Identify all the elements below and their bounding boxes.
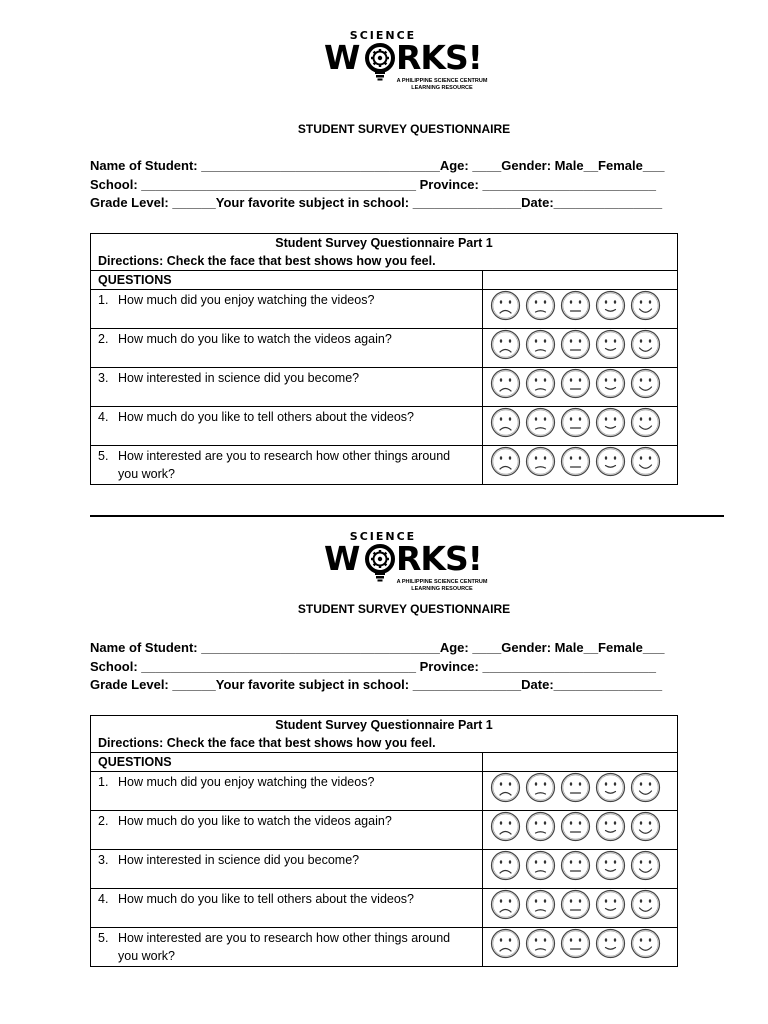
question-text: How much do you like to tell others about the videos? xyxy=(118,410,415,424)
logo-top-text: SCIENCE xyxy=(349,530,417,543)
question-number: 4. xyxy=(98,410,109,424)
face-rating-scale xyxy=(490,850,670,881)
happy-face-icon[interactable] xyxy=(595,928,626,959)
question-number: 2. xyxy=(98,814,109,828)
survey-directions: Directions: Check the face that best shows how you feel. xyxy=(98,736,436,750)
very-sad-face-icon[interactable] xyxy=(490,811,521,842)
face-rating-scale xyxy=(490,889,670,920)
logo-subtitle-line2: LEARNING RESOURCE xyxy=(411,85,473,91)
cut-line-divider xyxy=(90,515,724,517)
question-text: How interested are you to research how other things around you work? xyxy=(118,449,451,481)
very-happy-face-icon[interactable] xyxy=(630,772,661,803)
student-info-line-2[interactable]: School: ______________________________________ Province: ________________________ xyxy=(90,658,657,674)
happy-face-icon[interactable] xyxy=(595,850,626,881)
happy-face-icon[interactable] xyxy=(595,772,626,803)
face-rating-scale xyxy=(490,811,670,842)
survey-table xyxy=(90,715,678,967)
face-rating-cell xyxy=(483,772,678,811)
faces-column-header xyxy=(483,753,678,772)
student-info-line-1[interactable]: Name of Student: _________________________________Age: ____Gender: Male__Female___ xyxy=(90,640,665,655)
question-number: 3. xyxy=(98,853,109,867)
very-happy-face-icon[interactable] xyxy=(630,928,661,959)
logo-subtitle-line1: A PHILIPPINE SCIENCE CENTRUM xyxy=(396,78,488,84)
face-rating-cell xyxy=(483,850,678,889)
question-text: How much did you enjoy watching the videos? xyxy=(118,775,375,789)
question-row xyxy=(91,811,678,850)
student-info-line-3[interactable]: Grade Level: ______Your favorite subject in school: _______________Date:_______________ xyxy=(90,677,663,692)
questions-label: QUESTIONS xyxy=(91,271,483,290)
sad-face-icon[interactable] xyxy=(525,928,556,959)
survey-table-header xyxy=(91,716,678,753)
question-number: 5. xyxy=(98,931,109,945)
sad-face-icon[interactable] xyxy=(525,772,556,803)
question-text: How much do you like to tell others about the videos? xyxy=(118,892,415,906)
logo-main-right: RKS! xyxy=(396,539,482,578)
very-happy-face-icon[interactable] xyxy=(630,850,661,881)
sad-face-icon[interactable] xyxy=(525,811,556,842)
face-rating-cell xyxy=(483,889,678,928)
student-info-line-2[interactable]: School: ______________________________________ Province: ________________________ xyxy=(90,176,657,192)
logo-main-right: RKS! xyxy=(396,38,482,77)
question-text: How much did you enjoy watching the videos? xyxy=(118,293,375,307)
face-rating-cell xyxy=(483,928,678,967)
logo-top-text: SCIENCE xyxy=(349,29,417,42)
question-text: How interested in science did you become? xyxy=(118,853,360,867)
logo-main-left: W xyxy=(324,38,360,77)
sad-face-icon[interactable] xyxy=(525,850,556,881)
question-text: How much do you like to watch the videos again? xyxy=(118,332,392,346)
question-number: 4. xyxy=(98,892,109,906)
questions-label: QUESTIONS xyxy=(91,753,483,772)
very-sad-face-icon[interactable] xyxy=(490,850,521,881)
logo-subtitle xyxy=(390,579,494,593)
face-rating-cell xyxy=(483,811,678,850)
student-info-line-3[interactable]: Grade Level: ______Your favorite subject in school: _______________Date:_______________ xyxy=(90,195,663,210)
question-number: 3. xyxy=(98,371,109,385)
question-text: How interested in science did you become? xyxy=(118,371,360,385)
questions-label-row xyxy=(91,753,678,772)
logo-subtitle-line2: LEARNING RESOURCE xyxy=(411,586,473,592)
student-info-fields xyxy=(90,639,690,695)
very-happy-face-icon[interactable] xyxy=(630,811,661,842)
question-text: How much do you like to watch the videos again? xyxy=(118,814,392,828)
logo-subtitle-line1: A PHILIPPINE SCIENCE CENTRUM xyxy=(396,579,488,585)
question-row xyxy=(91,928,678,967)
neutral-face-icon[interactable] xyxy=(560,889,591,920)
student-info-line-1[interactable]: Name of Student: _________________________________Age: ____Gender: Male__Female___ xyxy=(90,158,665,173)
question-row xyxy=(91,850,678,889)
survey-directions: Directions: Check the face that best shows how you feel. xyxy=(98,254,436,268)
science-works-logo xyxy=(318,531,498,596)
very-sad-face-icon[interactable] xyxy=(490,772,521,803)
face-rating-scale xyxy=(490,928,670,959)
question-text: How interested are you to research how other things around you work? xyxy=(118,931,451,963)
sad-face-icon[interactable] xyxy=(525,889,556,920)
neutral-face-icon[interactable] xyxy=(560,850,591,881)
very-happy-face-icon[interactable] xyxy=(630,889,661,920)
happy-face-icon[interactable] xyxy=(595,811,626,842)
gear-bulb-icon xyxy=(364,543,396,583)
face-rating-scale xyxy=(490,772,670,803)
question-number: 1. xyxy=(98,293,109,307)
survey-part-title: Student Survey Questionnaire Part 1 xyxy=(275,718,493,732)
logo-main-left: W xyxy=(324,539,360,578)
question-number: 5. xyxy=(98,449,109,463)
survey-part-title: Student Survey Questionnaire Part 1 xyxy=(275,236,493,250)
question-row xyxy=(91,889,678,928)
form-title: STUDENT SURVEY QUESTIONNAIRE xyxy=(297,122,511,136)
very-sad-face-icon[interactable] xyxy=(490,928,521,959)
neutral-face-icon[interactable] xyxy=(560,811,591,842)
question-number: 1. xyxy=(98,775,109,789)
very-sad-face-icon[interactable] xyxy=(490,889,521,920)
neutral-face-icon[interactable] xyxy=(560,772,591,803)
question-number: 2. xyxy=(98,332,109,346)
neutral-face-icon[interactable] xyxy=(560,928,591,959)
question-row xyxy=(91,772,678,811)
form-title: STUDENT SURVEY QUESTIONNAIRE xyxy=(297,602,511,616)
happy-face-icon[interactable] xyxy=(595,889,626,920)
